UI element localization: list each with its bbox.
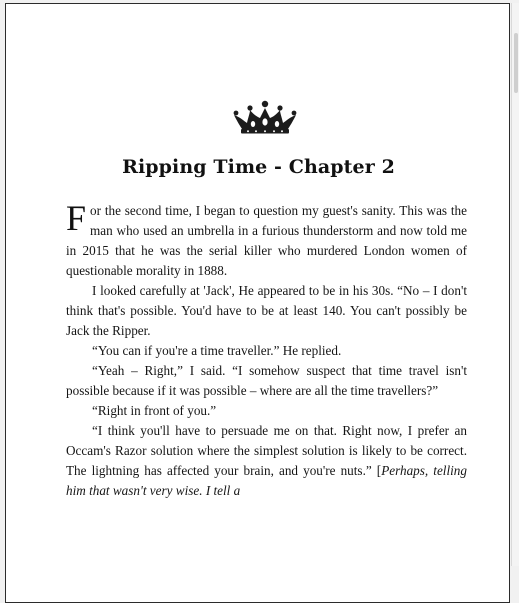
paragraph-6-text: “I think you'll have to persuade me on that. Right now, I prefer an Occam's Razor solution where the simplest solution is likely to be correct. The lightning has affected your brain, and you're nuts.” [: [66, 423, 467, 478]
crown-icon: [230, 99, 300, 135]
paragraph-3: “You can if you're a time traveller.” He replied.: [92, 343, 342, 358]
scrollbar-thumb[interactable]: [514, 33, 518, 93]
paragraph-2: I looked carefully at 'Jack', He appeared to be in his 30s. “No – I don't think that's possible. You'd have to be at least 140. You can't possibly be Jack the Ripper.: [66, 283, 467, 338]
paragraph-1-text: or the second time, I began to question my guest's sanity. This was the man who used an umbrella in a furious thunderstorm and now told me in 2015 that he was the serial killer who murdered London women of questionable morality in 1888.: [66, 203, 467, 278]
paragraph-1: [66, 198, 467, 281]
chapter-title: Ripping Time - Chapter 2: [122, 156, 395, 178]
paragraph-4: “Yeah – Right,” I said. “I somehow suspect that time travel isn't possible because if it was possible – where are all the time travellers?”: [66, 363, 467, 398]
paragraph-6-italic: Perhaps, telling him that wasn't very wise. I tell a: [66, 463, 467, 498]
paragraph-5: “Right in front of you.”: [92, 403, 217, 418]
paragraph-6: [66, 421, 467, 501]
chapter-body: [66, 198, 467, 501]
book-page: [5, 3, 510, 603]
scrollbar[interactable]: [511, 3, 519, 566]
drop-cap: F: [66, 198, 87, 238]
